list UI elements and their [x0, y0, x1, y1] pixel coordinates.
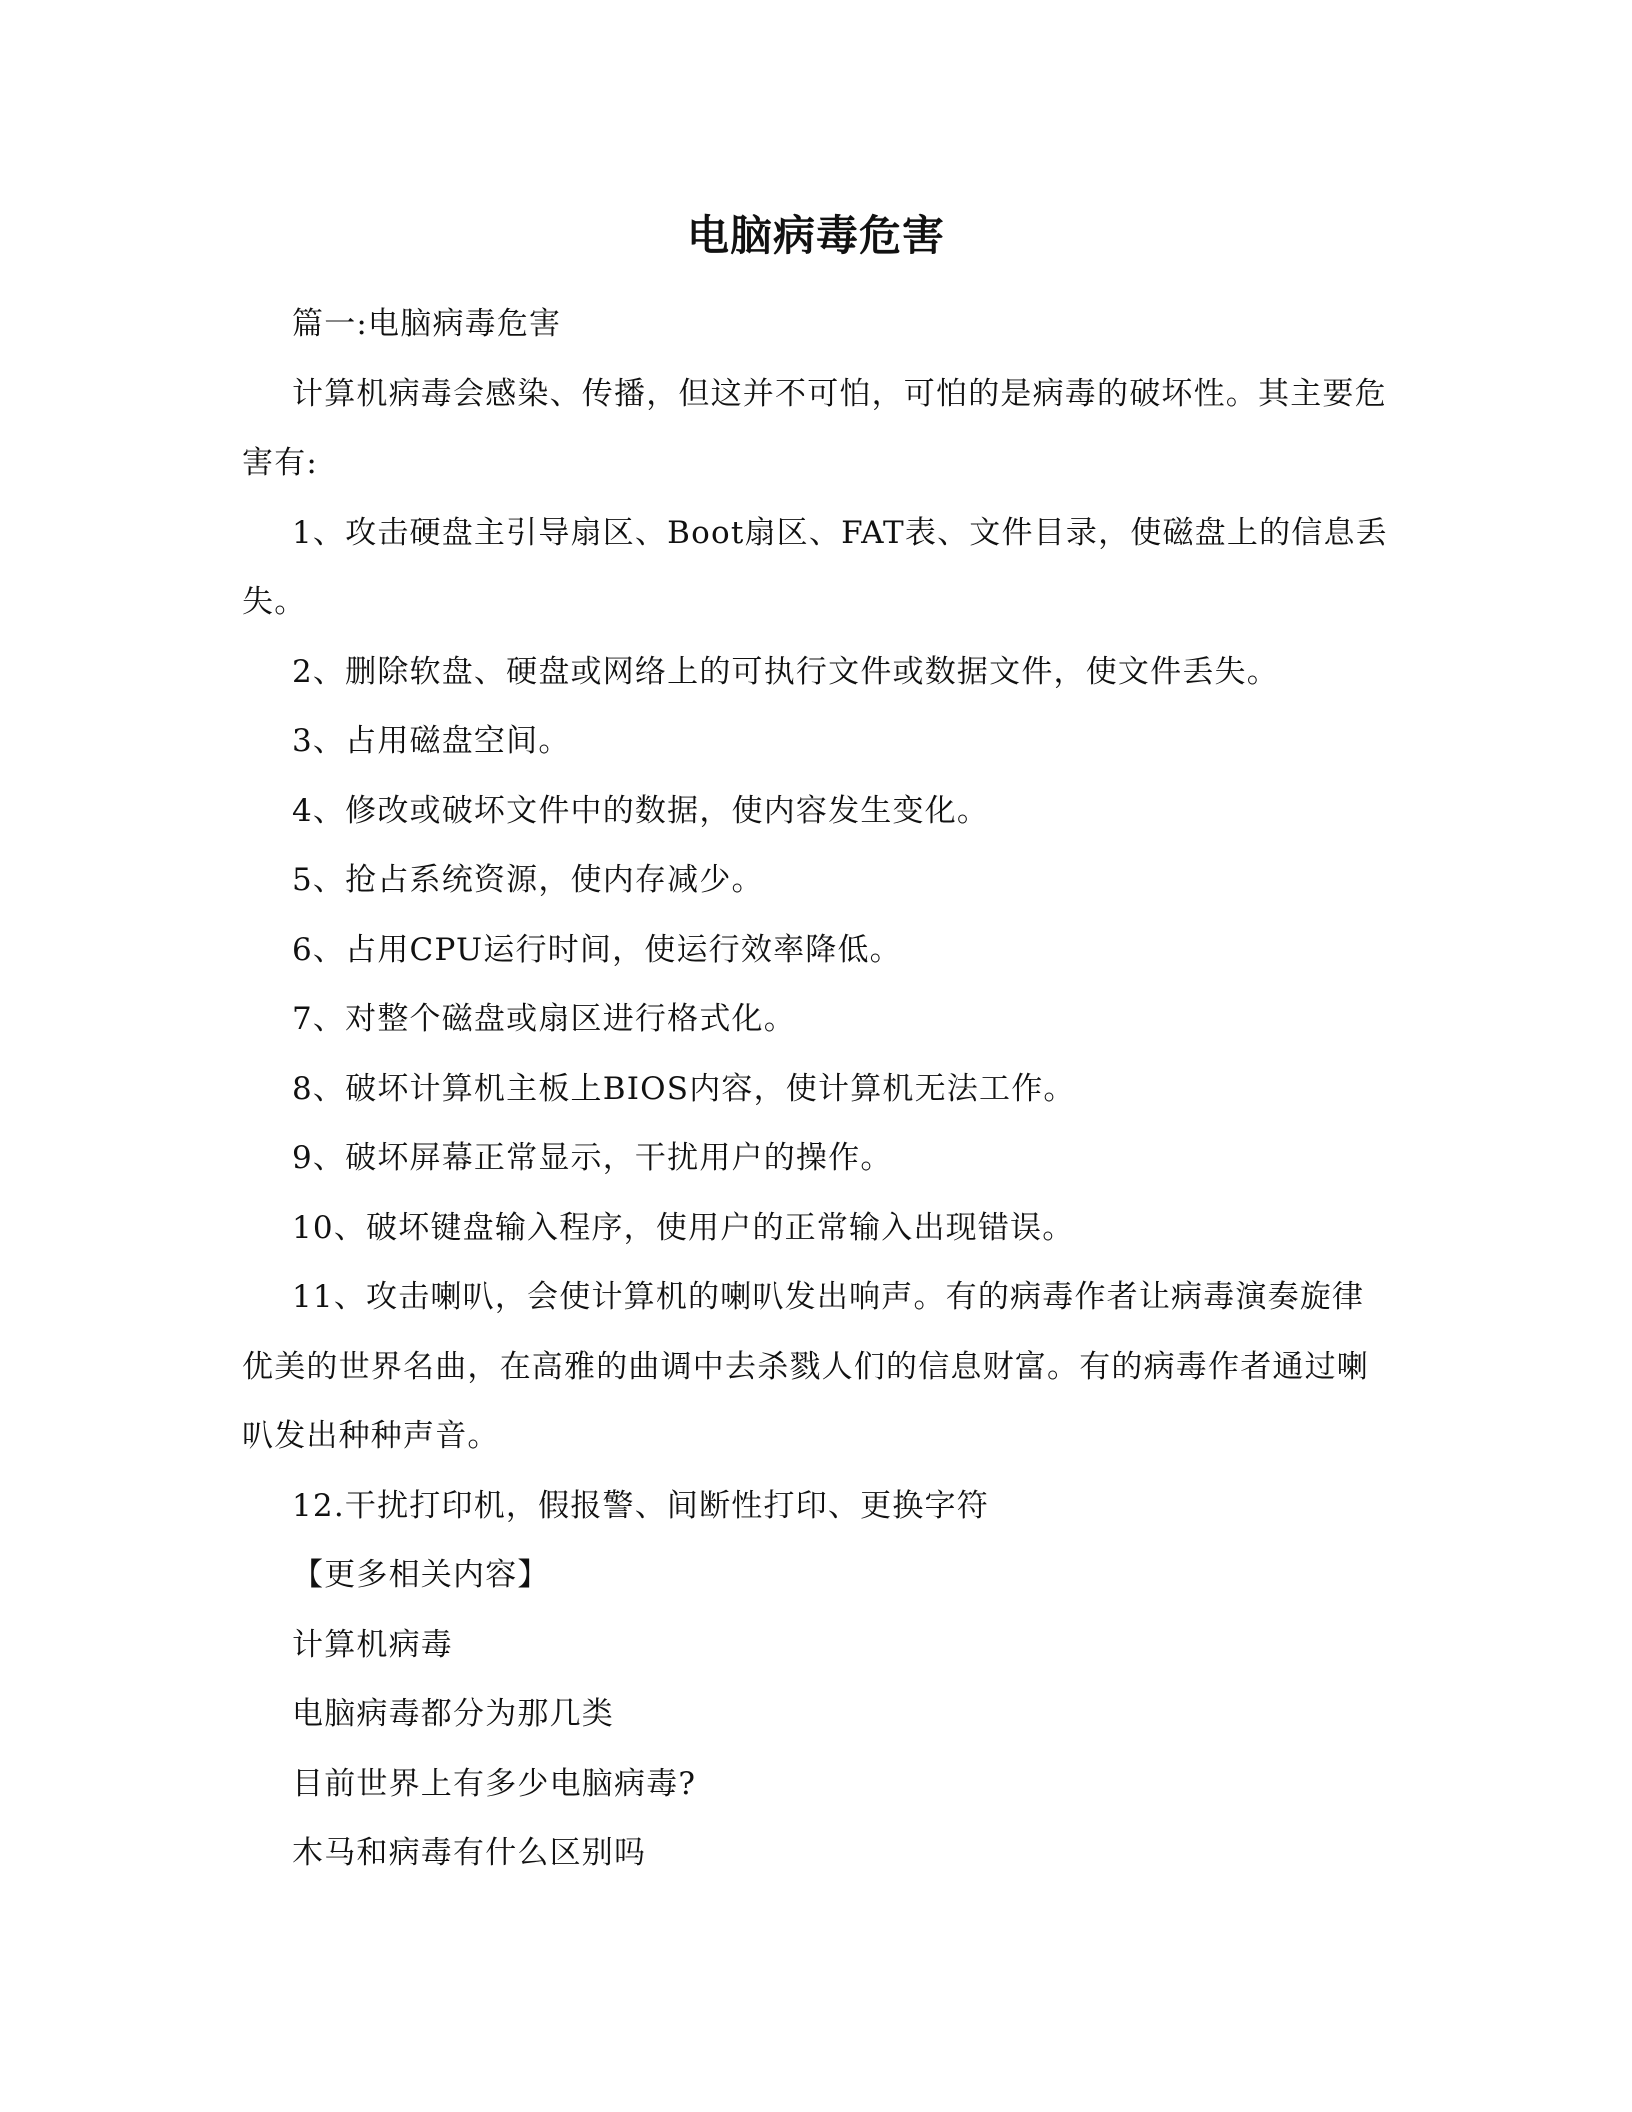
list-item: 12.干扰打印机，假报警、间断性打印、更换字符: [292, 1487, 989, 1524]
list-item: 8、破坏计算机主板上BIOS内容，使计算机无法工作。: [292, 1070, 1076, 1107]
list-item: 1、攻击硬盘主引导扇区、Boot扇区、FAT表、文件目录，使磁盘上的信息丢失。: [242, 514, 1388, 620]
document-title: 电脑病毒危害: [686, 211, 945, 260]
list-item: 10、破坏键盘输入程序，使用户的正常输入出现错误。: [292, 1209, 1075, 1246]
list-item: 7、对整个磁盘或扇区进行格式化。: [292, 1001, 796, 1037]
list-item: 3、占用磁盘空间。: [292, 723, 571, 759]
list-item: 2、删除软盘、硬盘或网络上的可执行文件或数据文件，使文件丢失。: [292, 653, 1279, 690]
related-content-heading: 【更多相关内容】: [292, 1557, 550, 1593]
related-link[interactable]: 木马和病毒有什么区别吗: [292, 1835, 647, 1871]
related-link[interactable]: 计算机病毒: [292, 1626, 453, 1663]
list-item: 11、攻击喇叭，会使计算机的喇叭发出响声。有的病毒作者让病毒演奏旋律优美的世界名曲，在高雅的曲调中去杀戮人们的信息财富。有的病毒作者通过喇叭发出种种声音。: [242, 1279, 1369, 1454]
related-link[interactable]: 目前世界上有多少电脑病毒?: [292, 1765, 697, 1802]
related-link[interactable]: 电脑病毒都分为那几类: [292, 1696, 614, 1732]
document-body: [242, 290, 1392, 1889]
section-heading: 篇一:电脑病毒危害: [292, 306, 562, 342]
list-item: 9、破坏屏幕正常显示，干扰用户的操作。: [292, 1140, 893, 1176]
list-item: 4、修改或破坏文件中的数据，使内容发生变化。: [292, 792, 990, 829]
list-item: 6、占用CPU运行时间，使运行效率降低。: [292, 931, 902, 968]
list-item: 5、抢占系统资源，使内存减少。: [292, 862, 764, 898]
intro-paragraph: 计算机病毒会感染、传播，但这并不可怕，可怕的是病毒的破坏性。其主要危害有:: [242, 375, 1387, 481]
